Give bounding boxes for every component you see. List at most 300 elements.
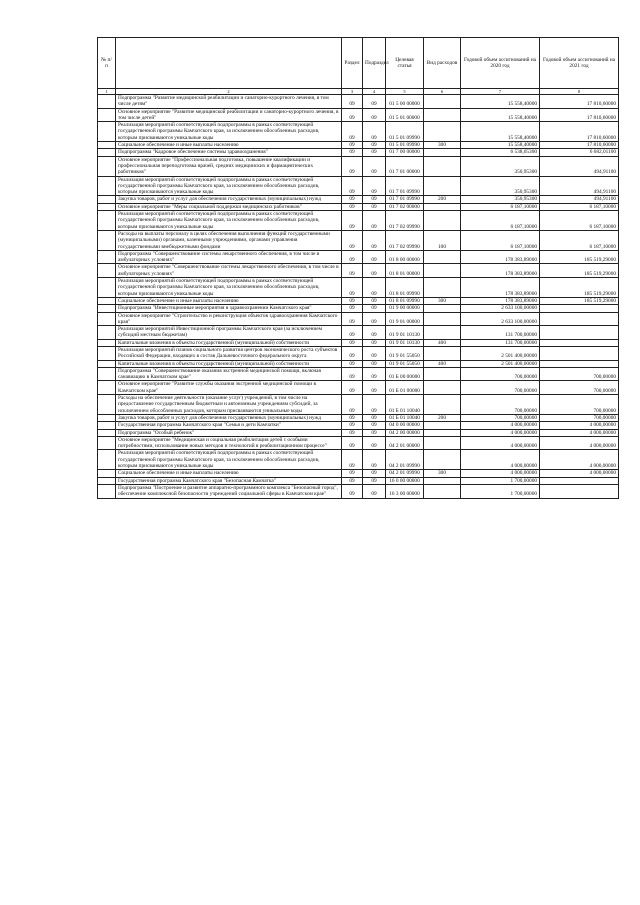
cell-name: Реализация мероприятий соответствующей подпрограммы в рамках соответствующей государственной программы Камчатского края, за исключением обособленных расходов, которым присваиваются уникальные коды: [116, 278, 342, 298]
cell-2021: 17 810,60000: [540, 108, 619, 122]
column-number: 7: [461, 89, 540, 95]
cell-num: [98, 95, 116, 109]
cell-2021: 4 000,00000: [540, 450, 619, 470]
cell-podrazdel: 09: [363, 122, 386, 142]
cell-name: Основное мероприятие "Медицинская и социальная реабилитация детей с особыми потребностями, использование новых методов и технологий в реабилитационном процессе": [116, 436, 342, 450]
cell-csr: 01 7 02 09990: [386, 211, 424, 231]
cell-podrazdel: 09: [363, 429, 386, 436]
cell-vr: [424, 211, 461, 231]
cell-csr: 01 9 01 55050: [386, 346, 424, 360]
table-row: [98, 203, 619, 210]
cell-vr: [424, 477, 461, 484]
cell-name: Расходы на выплаты персоналу в целях обеспечения выполнения функций государственными (муниципальными) органами, казенными учреждениями, органами управления государственными внебюджетными фондами: [116, 230, 342, 250]
cell-podrazdel: 09: [363, 422, 386, 429]
cell-name: Закупка товаров, работ и услуг для обеспечения государственных (муниципальных) нужд: [116, 414, 342, 421]
cell-2020: 700,00000: [461, 367, 540, 381]
cell-2020: 1 700,00000: [461, 484, 540, 498]
cell-2020: 178 383,89000: [461, 278, 540, 298]
cell-2021: 6 682,01100: [540, 149, 619, 156]
cell-vr: 300: [424, 297, 461, 304]
cell-csr: 01 8 01 09990: [386, 278, 424, 298]
cell-razdel: 09: [342, 477, 363, 484]
cell-name: Государственная программа Камчатского края "Безопасная Камчатка": [116, 477, 342, 484]
cell-2020: 178 383,89000: [461, 297, 540, 304]
cell-2021: 6 187,10000: [540, 230, 619, 250]
column-number: 2: [116, 89, 342, 95]
cell-vr: 100: [424, 230, 461, 250]
table-row: [98, 395, 619, 415]
cell-csr: 04 2 00 00000: [386, 429, 424, 436]
cell-podrazdel: 09: [363, 477, 386, 484]
table-row: [98, 422, 619, 429]
cell-razdel: 09: [342, 436, 363, 450]
cell-name: Основное мероприятие "Профессиональная подготовка, повышение квалификации и профессиональная переподготовка врачей, средних медицинских и фармацевтических работников": [116, 156, 342, 176]
table-body: [98, 95, 619, 499]
cell-csr: 01 7 00 00000: [386, 149, 424, 156]
cell-2021: 6 187,10000: [540, 211, 619, 231]
table-row: [98, 297, 619, 304]
cell-2020: 131 700,00000: [461, 326, 540, 340]
cell-name: Капитальные вложения в объекты государственной (муниципальной) собственности: [116, 339, 342, 346]
cell-podrazdel: 09: [363, 196, 386, 203]
table-row: [98, 477, 619, 484]
cell-2020: 15 558,40000: [461, 122, 540, 142]
cell-num: [98, 211, 116, 231]
cell-podrazdel: 09: [363, 339, 386, 346]
cell-name: Подпрограмма "Совершенствование системы лекарственного обеспечения, в том числе в амбулаторных условиях": [116, 250, 342, 264]
cell-num: [98, 149, 116, 156]
cell-podrazdel: 09: [363, 414, 386, 421]
cell-2021: 4 000,00000: [540, 436, 619, 450]
cell-podrazdel: 09: [363, 95, 386, 109]
cell-razdel: 09: [342, 422, 363, 429]
cell-name: Реализация мероприятий соответствующей подпрограммы в рамках соответствующей государственной программы Камчатского края, за исключением обособленных расходов, которым присваиваются уникальные коды: [116, 450, 342, 470]
cell-razdel: 09: [342, 470, 363, 477]
cell-num: [98, 414, 116, 421]
table-row: [98, 122, 619, 142]
cell-vr: 300: [424, 142, 461, 149]
cell-csr: 16 0 00 00000: [386, 477, 424, 484]
cell-num: [98, 470, 116, 477]
cell-2020: 1 700,00000: [461, 477, 540, 484]
cell-name: Основное мероприятие "Меры социальной поддержки медицинских работников": [116, 203, 342, 210]
cell-num: [98, 312, 116, 326]
cell-podrazdel: 09: [363, 156, 386, 176]
cell-podrazdel: 09: [363, 346, 386, 360]
cell-num: [98, 305, 116, 312]
header-csr: Целевая статья: [386, 38, 424, 89]
table-row: [98, 339, 619, 346]
cell-2021: 17 810,60000: [540, 142, 619, 149]
table-row: [98, 142, 619, 149]
cell-podrazdel: 09: [363, 326, 386, 340]
cell-2021: 185 519,29000: [540, 250, 619, 264]
cell-csr: 01 7 01 09990: [386, 196, 424, 203]
cell-razdel: 09: [342, 230, 363, 250]
cell-2021: 185 519,29000: [540, 264, 619, 278]
cell-csr: 01 9 01 10130: [386, 339, 424, 346]
column-number: 6: [424, 89, 461, 95]
cell-podrazdel: 09: [363, 211, 386, 231]
cell-csr: 01 5 00 00000: [386, 95, 424, 109]
cell-2020: 6 187,10000: [461, 230, 540, 250]
cell-podrazdel: 09: [363, 264, 386, 278]
cell-2020: 15 558,40000: [461, 108, 540, 122]
cell-vr: [424, 436, 461, 450]
cell-razdel: 09: [342, 326, 363, 340]
cell-csr: 01 7 02 00000: [386, 203, 424, 210]
cell-csr: 01 8 01 09990: [386, 297, 424, 304]
cell-vr: [424, 278, 461, 298]
table-row: [98, 312, 619, 326]
table-row: [98, 149, 619, 156]
cell-podrazdel: 09: [363, 367, 386, 381]
table-row: [98, 278, 619, 298]
cell-num: [98, 339, 116, 346]
cell-2021: 17 810,60000: [540, 95, 619, 109]
cell-vr: [424, 429, 461, 436]
cell-2020: 700,00000: [461, 414, 540, 421]
cell-name: Основное мероприятие "Совершенствование системы лекарственного обеспечения, в том числе в амбулаторных условиях": [116, 264, 342, 278]
cell-razdel: 09: [342, 278, 363, 298]
cell-csr: 04 2 01 09990: [386, 470, 424, 477]
column-number: 1: [98, 89, 116, 95]
cell-2020: 4 000,00000: [461, 422, 540, 429]
cell-name: Основное мероприятие "Развитие медицинской реабилитации и санаторно-курортного лечения, в том числе детей": [116, 108, 342, 122]
cell-csr: 01 8 00 00000: [386, 250, 424, 264]
cell-vr: 400: [424, 339, 461, 346]
cell-csr: 01 7 01 09990: [386, 176, 424, 196]
cell-num: [98, 450, 116, 470]
cell-name: Государственная программа Камчатского края "Семья и дети Камчатки": [116, 422, 342, 429]
cell-csr: 01 Б 01 00000: [386, 381, 424, 395]
table-row: [98, 211, 619, 231]
cell-vr: [424, 395, 461, 415]
cell-razdel: 09: [342, 484, 363, 498]
cell-2021: 494,91100: [540, 196, 619, 203]
cell-razdel: 09: [342, 122, 363, 142]
cell-vr: 200: [424, 414, 461, 421]
cell-vr: [424, 312, 461, 326]
cell-name: Подпрограмма "Кадровое обеспечение системы здравоохранения": [116, 149, 342, 156]
cell-2021: [540, 326, 619, 340]
cell-razdel: 09: [342, 196, 363, 203]
header-2021: Годовой объем ассигнований на 2021 год: [540, 38, 619, 89]
cell-razdel: 09: [342, 211, 363, 231]
cell-2020: 2 501 400,00000: [461, 346, 540, 360]
cell-2020: 4 000,00000: [461, 429, 540, 436]
cell-vr: [424, 326, 461, 340]
cell-2020: 350,95300: [461, 156, 540, 176]
header-vr: Вид расходов: [424, 38, 461, 89]
cell-num: [98, 422, 116, 429]
cell-2020: 6 538,05300: [461, 149, 540, 156]
cell-vr: [424, 450, 461, 470]
cell-name: Реализация мероприятий Инвестиционной программы Камчатского края (за исключением субсидий местным бюджетам): [116, 326, 342, 340]
cell-2021: 700,00000: [540, 395, 619, 415]
cell-name: Капитальные вложения в объекты государственной (муниципальной) собственности: [116, 360, 342, 367]
cell-vr: [424, 95, 461, 109]
budget-table: [97, 37, 619, 499]
cell-vr: 300: [424, 470, 461, 477]
cell-razdel: 09: [342, 142, 363, 149]
cell-num: [98, 278, 116, 298]
table-row: [98, 108, 619, 122]
cell-csr: 01 9 01 55050: [386, 360, 424, 367]
cell-csr: 04 0 00 00000: [386, 422, 424, 429]
table-row: [98, 305, 619, 312]
cell-name: Закупка товаров, работ и услуг для обеспечения государственных (муниципальных) нужд: [116, 196, 342, 203]
cell-name: Реализация мероприятий соответствующей подпрограммы в рамках соответствующей государственной программы Камчатского края, за исключением обособленных расходов, которым присваиваются уникальные коды: [116, 211, 342, 231]
column-number: 5: [386, 89, 424, 95]
cell-csr: 01 Б 00 00000: [386, 367, 424, 381]
cell-razdel: 09: [342, 264, 363, 278]
cell-2021: [540, 312, 619, 326]
header-2020: Годовой объем ассигнований на 2020 год: [461, 38, 540, 89]
column-number: 3: [342, 89, 363, 95]
cell-podrazdel: 09: [363, 450, 386, 470]
cell-razdel: 09: [342, 176, 363, 196]
cell-podrazdel: 09: [363, 250, 386, 264]
cell-vr: [424, 156, 461, 176]
cell-podrazdel: 09: [363, 470, 386, 477]
cell-razdel: 09: [342, 250, 363, 264]
cell-num: [98, 395, 116, 415]
cell-num: [98, 122, 116, 142]
cell-2021: [540, 484, 619, 498]
cell-podrazdel: 09: [363, 484, 386, 498]
table-row: [98, 436, 619, 450]
column-number: 4: [363, 89, 386, 95]
cell-num: [98, 196, 116, 203]
cell-2020: 15 558,40000: [461, 95, 540, 109]
cell-razdel: 09: [342, 203, 363, 210]
cell-podrazdel: 09: [363, 230, 386, 250]
table-row: [98, 264, 619, 278]
cell-vr: [424, 176, 461, 196]
cell-num: [98, 429, 116, 436]
cell-vr: [424, 422, 461, 429]
table-row: [98, 414, 619, 421]
cell-vr: 400: [424, 360, 461, 367]
cell-podrazdel: 09: [363, 142, 386, 149]
cell-vr: [424, 305, 461, 312]
cell-num: [98, 142, 116, 149]
cell-num: [98, 250, 116, 264]
cell-razdel: 09: [342, 305, 363, 312]
cell-podrazdel: 09: [363, 149, 386, 156]
cell-num: [98, 230, 116, 250]
cell-csr: 01 9 01 10130: [386, 326, 424, 340]
cell-csr: 01 9 00 00000: [386, 305, 424, 312]
cell-name: Социальное обеспечение и иные выплаты населению: [116, 142, 342, 149]
cell-2021: 4 000,00000: [540, 429, 619, 436]
cell-razdel: 09: [342, 414, 363, 421]
cell-vr: [424, 484, 461, 498]
cell-razdel: 09: [342, 346, 363, 360]
cell-name: Реализация мероприятий планов социального развития центров экономического роста субъектов Российской Федерации, входящих в состав Дальневосточного федерального округа: [116, 346, 342, 360]
cell-num: [98, 360, 116, 367]
cell-num: [98, 156, 116, 176]
cell-podrazdel: 09: [363, 305, 386, 312]
cell-2020: 131 700,00000: [461, 339, 540, 346]
cell-razdel: 09: [342, 367, 363, 381]
cell-podrazdel: 09: [363, 395, 386, 415]
cell-podrazdel: 09: [363, 297, 386, 304]
cell-2020: 4 000,00000: [461, 450, 540, 470]
cell-2020: 700,00000: [461, 395, 540, 415]
cell-vr: 200: [424, 196, 461, 203]
cell-2020: 700,00000: [461, 381, 540, 395]
table-row: [98, 429, 619, 436]
cell-2021: 700,00000: [540, 414, 619, 421]
cell-name: Подпрограмма "Особый ребенок": [116, 429, 342, 436]
cell-razdel: 09: [342, 450, 363, 470]
cell-razdel: 09: [342, 312, 363, 326]
cell-2020: 2 501 400,00000: [461, 360, 540, 367]
cell-2021: 4 000,00000: [540, 422, 619, 429]
cell-2020: 15 558,40000: [461, 142, 540, 149]
cell-csr: 01 9 01 00000: [386, 312, 424, 326]
cell-vr: [424, 381, 461, 395]
cell-vr: [424, 264, 461, 278]
cell-vr: [424, 122, 461, 142]
header-podrazdel: Подраздел: [363, 38, 386, 89]
cell-2021: [540, 360, 619, 367]
cell-2020: 178 383,89000: [461, 264, 540, 278]
cell-2021: 185 519,29000: [540, 297, 619, 304]
table-row: [98, 484, 619, 498]
cell-2021: 6 187,10000: [540, 203, 619, 210]
cell-2021: 494,91100: [540, 156, 619, 176]
table-row: [98, 326, 619, 340]
cell-razdel: 09: [342, 149, 363, 156]
cell-razdel: 09: [342, 429, 363, 436]
table-row: [98, 470, 619, 477]
table-row: [98, 176, 619, 196]
cell-csr: 01 8 01 00000: [386, 264, 424, 278]
cell-name: Реализация мероприятий соответствующей подпрограммы в рамках соответствующей государственной программы Камчатского края, за исключением обособленных расходов, которым присваиваются уникальные коды: [116, 176, 342, 196]
cell-num: [98, 367, 116, 381]
table-header-row: [98, 38, 619, 89]
cell-2020: 178 383,89000: [461, 250, 540, 264]
table-row: [98, 95, 619, 109]
cell-csr: 01 5 01 09990: [386, 122, 424, 142]
cell-num: [98, 297, 116, 304]
table-row: [98, 367, 619, 381]
cell-podrazdel: 09: [363, 360, 386, 367]
cell-csr: 01 5 01 09990: [386, 142, 424, 149]
cell-2021: [540, 346, 619, 360]
table-row: [98, 156, 619, 176]
table-row: [98, 346, 619, 360]
cell-num: [98, 264, 116, 278]
table-row: [98, 230, 619, 250]
cell-2021: [540, 305, 619, 312]
cell-2020: 6 187,10000: [461, 211, 540, 231]
cell-2020: 4 000,00000: [461, 470, 540, 477]
cell-podrazdel: 09: [363, 176, 386, 196]
cell-podrazdel: 09: [363, 436, 386, 450]
cell-num: [98, 203, 116, 210]
cell-2021: [540, 477, 619, 484]
column-number: 8: [540, 89, 619, 95]
cell-razdel: 09: [342, 95, 363, 109]
cell-num: [98, 484, 116, 498]
cell-podrazdel: 09: [363, 381, 386, 395]
cell-2020: 2 633 100,00000: [461, 305, 540, 312]
cell-vr: [424, 250, 461, 264]
header-razdel: Раздел: [342, 38, 363, 89]
cell-vr: [424, 203, 461, 210]
table-row: [98, 381, 619, 395]
cell-razdel: 09: [342, 297, 363, 304]
cell-2021: [540, 339, 619, 346]
cell-csr: 01 5 01 00000: [386, 108, 424, 122]
cell-razdel: 09: [342, 381, 363, 395]
cell-2020: 2 633 100,00000: [461, 312, 540, 326]
cell-vr: [424, 346, 461, 360]
cell-2021: 185 519,29000: [540, 278, 619, 298]
cell-name: Социальное обеспечение и иные выплаты населению: [116, 470, 342, 477]
cell-name: Расходы на обеспечение деятельности (оказание услуг) учреждений, в том числе на предоставление государственным бюджетным и автономным учреждениям субсидий, за исключением обособленных расходов, которым присваиваются уникальные коды: [116, 395, 342, 415]
header-name: [116, 38, 342, 89]
cell-csr: 04 2 01 09990: [386, 450, 424, 470]
cell-podrazdel: 09: [363, 108, 386, 122]
cell-2021: 17 810,60000: [540, 122, 619, 142]
cell-razdel: 09: [342, 156, 363, 176]
cell-2021: 700,00000: [540, 381, 619, 395]
cell-csr: 01 Б 01 10040: [386, 395, 424, 415]
cell-2020: 350,95300: [461, 196, 540, 203]
cell-num: [98, 381, 116, 395]
cell-name: Реализация мероприятий соответствующей подпрограммы в рамках соответствующей государственной программы Камчатского края, за исключением обособленных расходов, которым присваиваются уникальные коды: [116, 122, 342, 142]
cell-name: Подпрограмма "Совершенствование оказания экстренной медицинской помощи, включая санавиацию в Камчатском крае": [116, 367, 342, 381]
table-row: [98, 360, 619, 367]
cell-podrazdel: 09: [363, 278, 386, 298]
table-row: [98, 250, 619, 264]
cell-2021: 700,00000: [540, 367, 619, 381]
cell-num: [98, 346, 116, 360]
cell-name: Подпрограмма "Развитие медицинской реабилитации и санаторно-курортного лечения, в том числе детям": [116, 95, 342, 109]
cell-csr: 16 3 00 00000: [386, 484, 424, 498]
table-row: [98, 450, 619, 470]
cell-2021: 4 000,00000: [540, 470, 619, 477]
cell-csr: 01 Б 01 10040: [386, 414, 424, 421]
cell-csr: 01 7 02 09990: [386, 230, 424, 250]
cell-razdel: 09: [342, 108, 363, 122]
cell-podrazdel: 09: [363, 203, 386, 210]
cell-num: [98, 176, 116, 196]
cell-2020: 6 187,10000: [461, 203, 540, 210]
cell-name: Подпрограмма "Построение и развитие аппаратно-программного комплекса "Безопасный город", обеспечение комплексной безопасности учреждений социальной сферы в Камчатском крае": [116, 484, 342, 498]
cell-vr: [424, 108, 461, 122]
cell-vr: [424, 149, 461, 156]
cell-2020: 4 000,00000: [461, 436, 540, 450]
table-row: [98, 196, 619, 203]
cell-num: [98, 436, 116, 450]
cell-csr: 01 7 01 00000: [386, 156, 424, 176]
cell-name: Основное мероприятие "Строительство и реконструкция объектов здравоохранения Камчатского края": [116, 312, 342, 326]
cell-vr: [424, 367, 461, 381]
cell-razdel: 09: [342, 360, 363, 367]
cell-razdel: 09: [342, 339, 363, 346]
cell-name: Социальное обеспечение и иные выплаты населению: [116, 297, 342, 304]
cell-num: [98, 477, 116, 484]
cell-2020: 350,95300: [461, 176, 540, 196]
cell-num: [98, 326, 116, 340]
cell-num: [98, 108, 116, 122]
